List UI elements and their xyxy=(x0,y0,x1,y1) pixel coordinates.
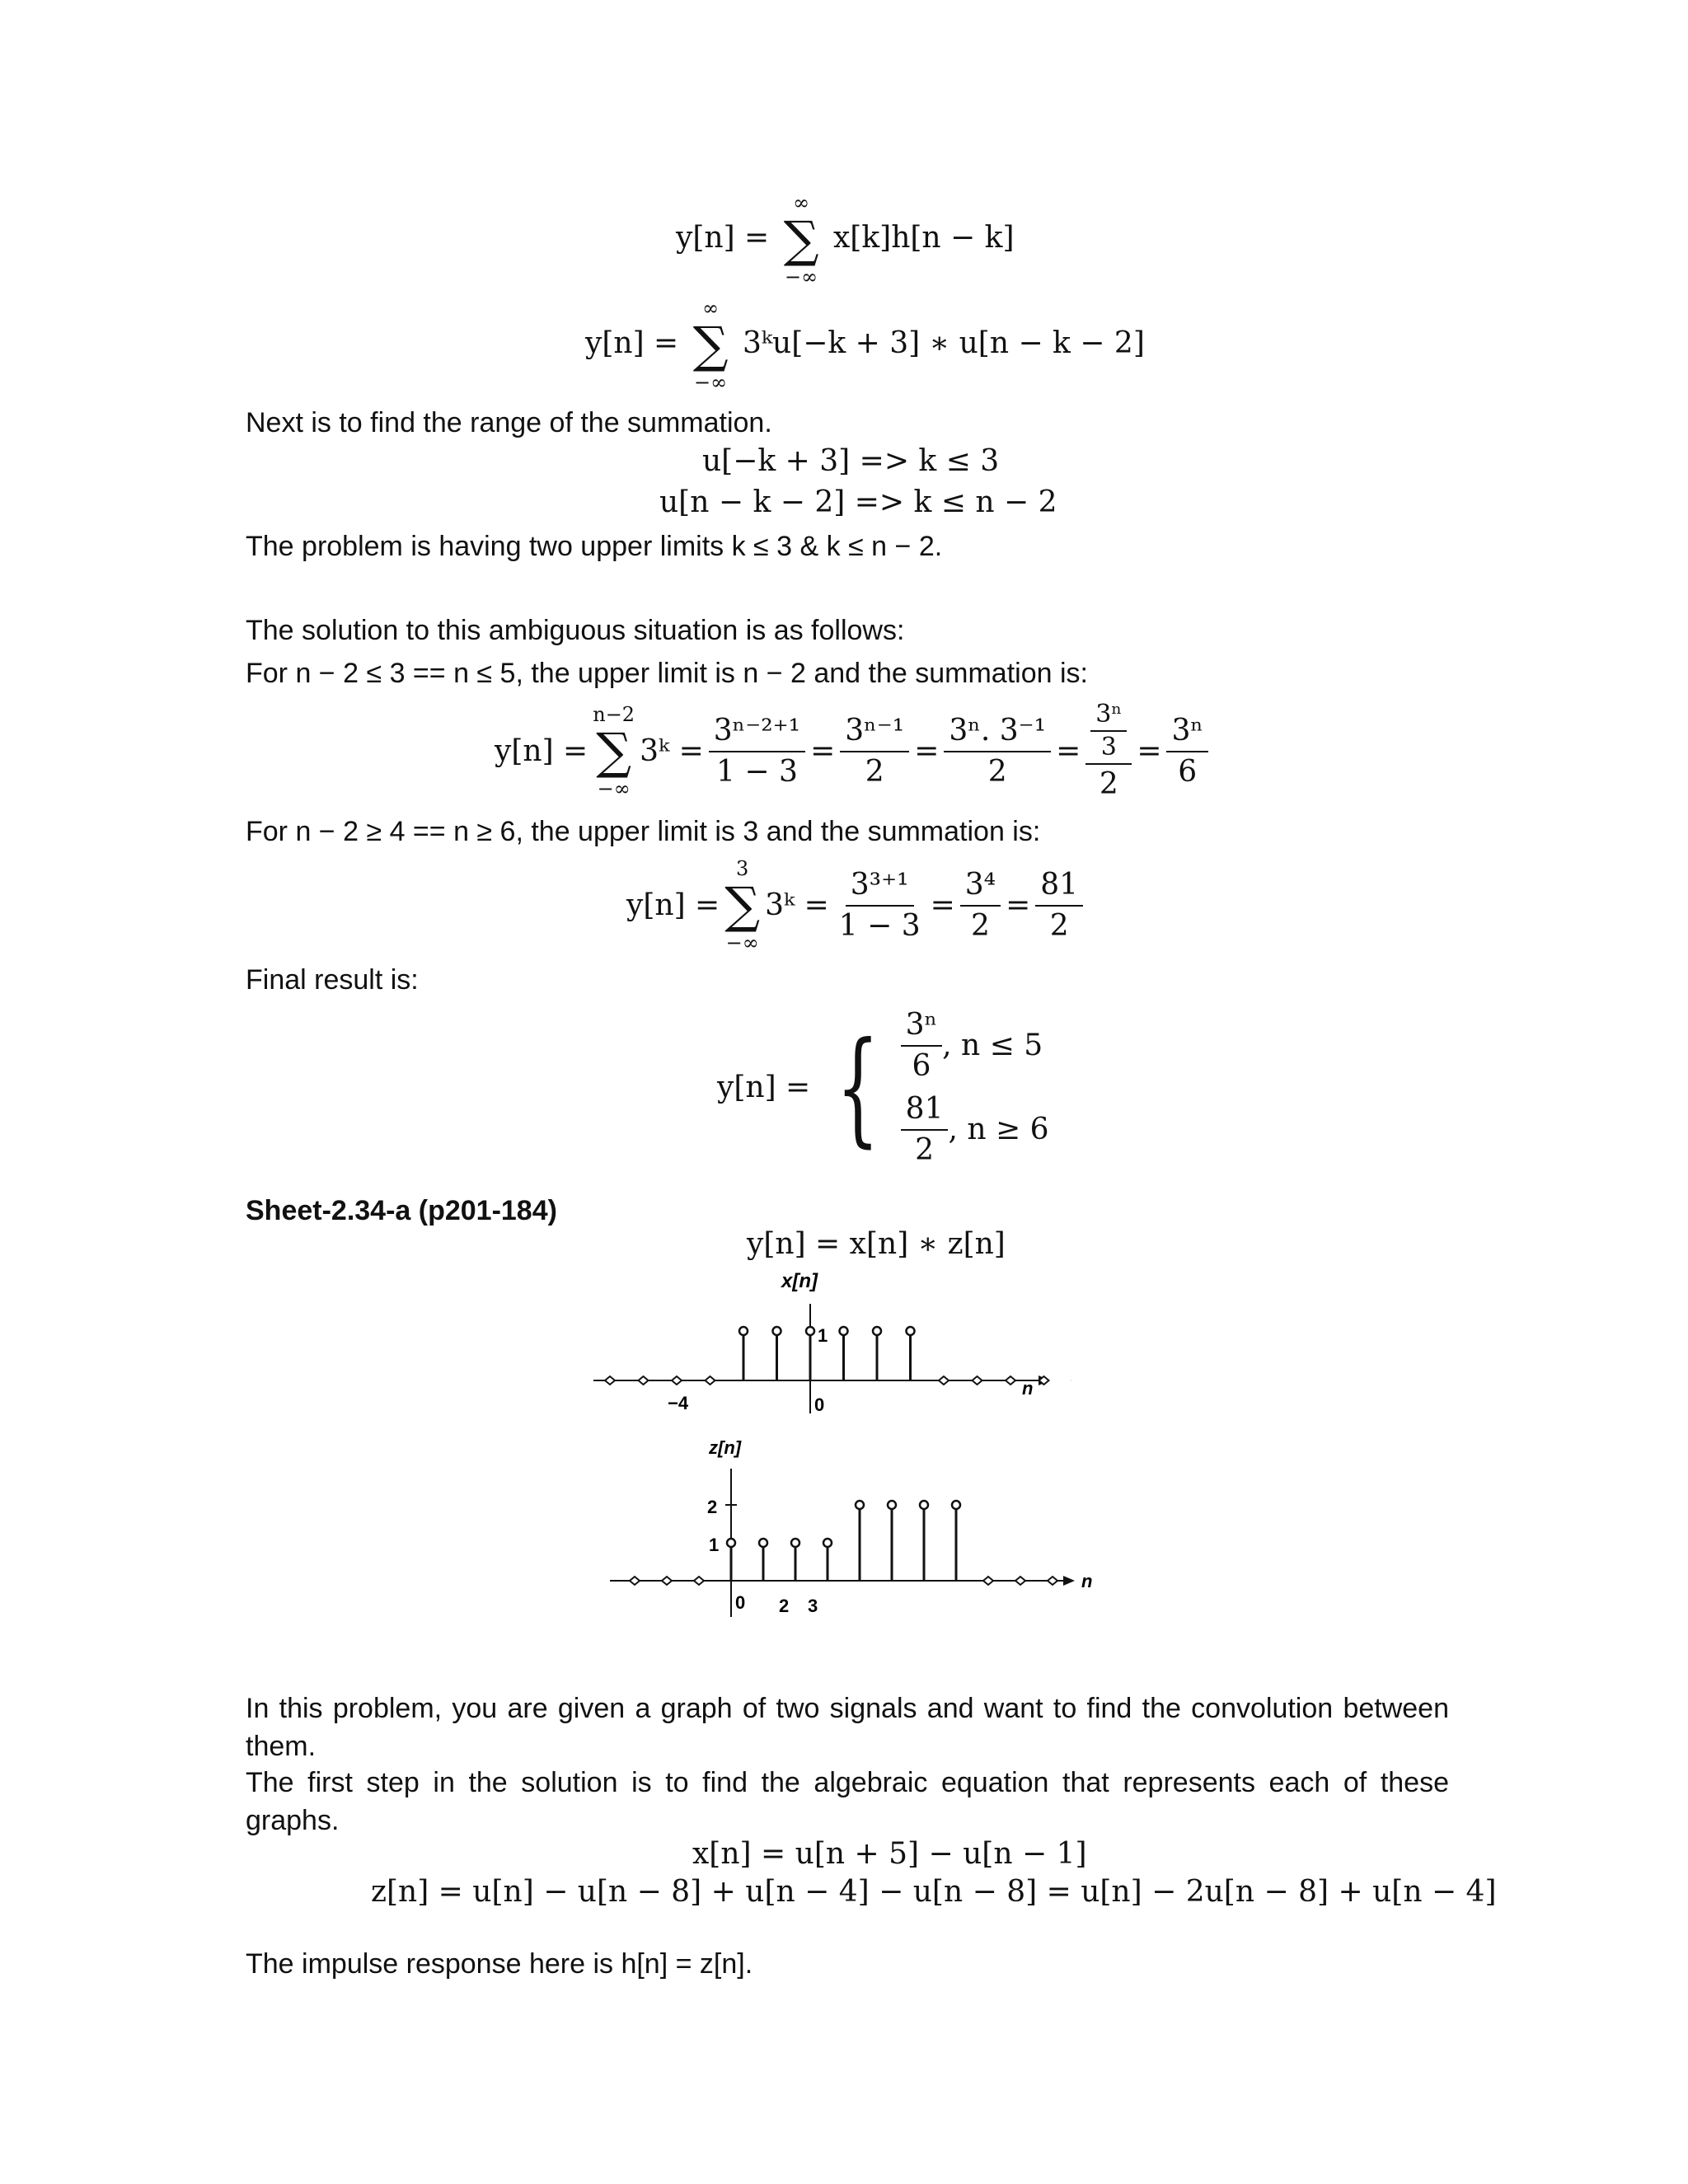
sample-marker xyxy=(856,1501,864,1509)
eq4-f1-den: 1 − 3 xyxy=(838,909,921,943)
zero-sample-marker xyxy=(630,1577,640,1585)
equation-piecewise-result xyxy=(717,1007,1049,1169)
sample-marker xyxy=(739,1327,748,1335)
case1-fraction xyxy=(901,1007,942,1085)
eq3-fraction-1 xyxy=(709,713,805,790)
eq1-sum-lower: −∞ xyxy=(785,265,818,288)
graph-z-tick-2: 2 xyxy=(779,1596,790,1616)
graph-z-tick-3: 3 xyxy=(808,1596,818,1616)
eq3-f4-inner-den: 3 xyxy=(1100,733,1117,762)
eq3-f4-den: 2 xyxy=(1099,767,1118,801)
zero-sample-marker xyxy=(706,1376,715,1385)
eq4-fraction-2 xyxy=(960,867,1001,944)
sample-marker xyxy=(727,1539,735,1547)
eq4-fraction-3 xyxy=(1035,867,1083,944)
eq3-f4-inner-num: 3ⁿ xyxy=(1090,701,1127,732)
eq3-f2-den: 2 xyxy=(865,755,884,789)
case2-condition: , n ≥ 6 xyxy=(948,1113,1049,1146)
equation-case-1-sum: y[n] = n−2 ∑ −∞ 3ᵏ = $\frac{\text{3ⁿ⁻²⁺¹}}{1 - 3}$ = $\frac{\text{3ⁿ⁻¹}}{2}$ = $\frac{\text{3ⁿ. 3⁻¹}}{2}$ = $\frac{\frac{\text{3ⁿ}}{3}}{2}$ = $\frac{\text{3ⁿ}}{6}$ xyxy=(495,701,1213,803)
eq3-f3-den: 2 xyxy=(987,755,1007,789)
graph-z-samples xyxy=(630,1501,1057,1585)
graph-x-n xyxy=(577,1269,1071,1434)
sample-marker xyxy=(888,1501,896,1509)
equation-z-n: z[n] = u[n] − u[n − 8] + u[n − 4] − u[n − 8] = u[n] − 2u[n − 8] + u[n − 4] xyxy=(371,1875,1497,1909)
piecewise-case-1 xyxy=(901,1007,1049,1085)
piecewise-cases xyxy=(901,1007,1049,1169)
paragraph-problem: The problem is having two upper limits k ≤ 3 & k ≤ n − 2. xyxy=(246,531,943,562)
sample-marker xyxy=(840,1327,848,1335)
zero-sample-marker xyxy=(639,1376,649,1385)
graph-x-axis-label: n xyxy=(1022,1378,1034,1399)
eq3-fraction-3 xyxy=(944,713,1051,790)
graph-z-level-1: 1 xyxy=(709,1535,720,1555)
paragraph-final: Final result is: xyxy=(246,964,419,996)
sample-marker xyxy=(806,1327,814,1335)
sample-marker xyxy=(920,1501,928,1509)
paragraph-first-step: The first step in the solution is to find the algebraic equation that represents each of these graphs. xyxy=(246,1767,1449,1836)
case1-condition: , n ≤ 5 xyxy=(942,1029,1043,1062)
eq3-fraction-5 xyxy=(1166,713,1207,790)
zero-sample-marker xyxy=(1015,1577,1025,1585)
eq4-summation xyxy=(724,857,760,954)
sample-marker xyxy=(791,1539,799,1547)
sigma-symbol: ∑ xyxy=(692,316,729,374)
graph-z-level-2: 2 xyxy=(707,1497,718,1517)
paragraph-solution: The solution to this ambiguous situation is as follows: xyxy=(246,615,905,646)
eq3-fraction-4 xyxy=(1085,701,1132,803)
eq3-f4-inner-fraction xyxy=(1090,701,1127,762)
condition-k-le-n-minus-2: u[n − k − 2] => k ≤ n − 2 xyxy=(659,485,1057,519)
sample-marker xyxy=(773,1327,781,1335)
graph-z-tick-0: 0 xyxy=(735,1592,746,1613)
sample-marker xyxy=(907,1327,915,1335)
equation-x-n: x[n] = u[n + 5] − u[n − 1] xyxy=(692,1837,1087,1871)
sigma-symbol: ∑ xyxy=(724,877,761,935)
paragraph-range: Next is to find the range of the summation. xyxy=(246,407,772,438)
sigma-symbol: ∑ xyxy=(783,211,819,269)
arrow-right-icon xyxy=(1063,1576,1075,1586)
eq2-body: 3ᵏu[−k + 3] ∗ u[n − k − 2] xyxy=(742,326,1145,360)
eq3-fraction-2 xyxy=(840,713,909,790)
graph-x-title: x[n] xyxy=(781,1270,818,1292)
sample-marker xyxy=(952,1501,960,1509)
eq3-sum-upper: n−2 xyxy=(593,703,635,726)
graph-z-title: z[n] xyxy=(709,1437,742,1458)
piecewise-case-2 xyxy=(901,1091,1049,1169)
graph-z-axis-label: n xyxy=(1081,1571,1093,1591)
case2-num: 81 xyxy=(901,1091,949,1131)
eq5-lhs: y[n] = xyxy=(717,1071,811,1104)
paragraph-intro: In this problem, you are given a graph of two signals and want to find the convolution between them. xyxy=(246,1693,1449,1762)
paragraph-impulse-response: The impulse response here is h[n] = z[n]. xyxy=(246,1948,753,1980)
zero-sample-marker xyxy=(1048,1577,1057,1585)
left-brace: { xyxy=(836,1016,880,1160)
eq3-f4-num xyxy=(1085,701,1132,765)
eq1-lhs: y[n] = xyxy=(676,221,770,255)
zero-sample-marker xyxy=(973,1376,982,1385)
eq3-f5-num: 3ⁿ xyxy=(1166,713,1207,752)
zero-sample-marker xyxy=(694,1577,704,1585)
eq3-f1-num: 3ⁿ⁻²⁺¹ xyxy=(709,713,805,752)
eq2-sum-lower: −∞ xyxy=(694,371,728,394)
sample-marker xyxy=(823,1539,832,1547)
equation-substituted-sum xyxy=(585,297,1145,394)
eq3-summation xyxy=(593,703,635,800)
paragraph-case-2: For n − 2 ≥ 4 == n ≥ 6, the upper limit is 3 and the summation is: xyxy=(246,816,1041,847)
eq3-f3-num: 3ⁿ. 3⁻¹ xyxy=(944,713,1051,752)
zero-sample-marker xyxy=(1006,1376,1015,1385)
zero-sample-marker xyxy=(983,1577,993,1585)
graph-x-level-1: 1 xyxy=(818,1325,828,1346)
sigma-symbol: ∑ xyxy=(596,723,632,780)
case1-num: 3ⁿ xyxy=(901,1007,942,1047)
sample-marker xyxy=(873,1327,881,1335)
eq3-term: 3ᵏ xyxy=(640,734,670,768)
eq3-f5-den: 6 xyxy=(1178,755,1198,789)
eq2-lhs: y[n] = xyxy=(585,326,679,360)
condition-k-le-3: u[−k + 3] => k ≤ 3 xyxy=(702,444,1000,478)
equation-convolution-sum xyxy=(676,191,1015,288)
eq4-f3-den: 2 xyxy=(1049,909,1069,943)
paragraph-case-1: For n − 2 ≤ 3 == n ≤ 5, the upper limit is n − 2 and the summation is: xyxy=(246,658,1088,689)
graph-z-n xyxy=(602,1434,1113,1632)
sample-marker xyxy=(759,1539,767,1547)
eq3-f1-den: 1 − 3 xyxy=(715,755,798,789)
zero-sample-marker xyxy=(939,1376,949,1385)
eq4-sum-upper: 3 xyxy=(736,857,749,880)
eq1-sum-upper: ∞ xyxy=(793,191,810,214)
equation-signal-convolution: y[n] = x[n] ∗ z[n] xyxy=(747,1227,1006,1261)
eq1-summation xyxy=(784,191,819,288)
graph-x-tick-0: 0 xyxy=(814,1394,825,1415)
case2-fraction xyxy=(901,1091,949,1169)
equation-case-2-sum: y[n] = 3 ∑ −∞ 3ᵏ = $\frac{\text{3³⁺¹}}{1 - 3}$ = $\frac{\text{3⁴}}{2}$ = $\frac{81}{2}$ xyxy=(626,857,1088,954)
eq4-term: 3ᵏ xyxy=(765,888,795,922)
eq1-body: x[k]h[n − k] xyxy=(832,221,1015,255)
case1-den: 6 xyxy=(912,1049,931,1083)
eq4-f2-den: 2 xyxy=(970,909,990,943)
eq2-sum-upper: ∞ xyxy=(702,297,720,320)
zero-sample-marker xyxy=(662,1577,672,1585)
graph-x-tick-neg4: −4 xyxy=(668,1393,689,1413)
zero-sample-marker xyxy=(605,1376,615,1385)
case2-den: 2 xyxy=(915,1133,935,1167)
eq4-sum-lower: −∞ xyxy=(725,931,759,954)
eq3-sum-lower: −∞ xyxy=(597,777,631,800)
zero-sample-marker xyxy=(672,1376,682,1385)
eq4-fraction-1 xyxy=(834,867,926,944)
eq2-summation xyxy=(693,297,729,394)
eq4-lhs: y[n] = xyxy=(626,888,720,922)
eq4-f3-num: 81 xyxy=(1035,867,1083,907)
eq3-lhs: y[n] = xyxy=(495,734,588,768)
section-heading: Sheet-2.34-a (p201-184) xyxy=(246,1195,557,1226)
eq4-f2-num: 3⁴ xyxy=(960,867,1001,907)
eq3-f2-num: 3ⁿ⁻¹ xyxy=(840,713,909,752)
graph-x-samples xyxy=(605,1327,1071,1385)
eq4-f1-num: 3³⁺¹ xyxy=(846,867,914,907)
